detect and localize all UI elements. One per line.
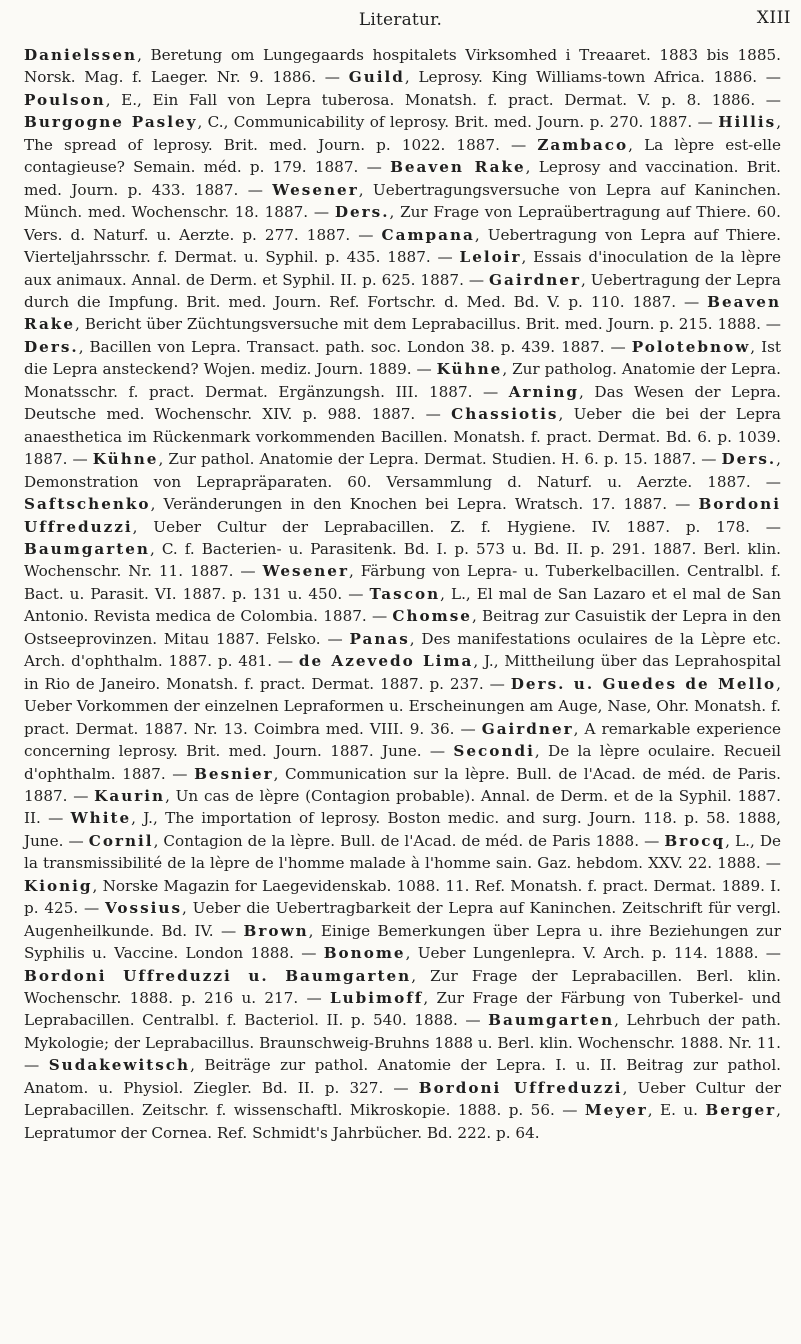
entry-author: Brown xyxy=(243,921,309,940)
entry-author: Brocq xyxy=(664,831,726,850)
entry-citation: , Ueber Vorkommen der einzelnen Lepraformen u. Erscheinungen am Auge, Nase, Ohr. Monatsh. f. pract. Dermat. 1887. Nr. 13. Coimbra med. VIII. 9. 36. — xyxy=(24,674,781,738)
bibliography-entry xyxy=(24,338,632,356)
entry-citation: , C. f. Bacterien- u. Parasitenk. Bd. I. p. 573 u. Bd. II. p. 291. 1887. Berl. klin. Wochenschr. Nr. 11. 1887. — xyxy=(24,539,781,581)
entry-citation: , A remarkable experience concerning leprosy. Brit. med. Journ. 1887. June. — xyxy=(24,719,781,761)
entry-author: Berger xyxy=(705,1101,777,1120)
entry-citation: , Ueber Lungenlepra. V. Arch. p. 114. 1888. — xyxy=(405,944,781,963)
entry-citation: , Leprosy. King Williams-town Africa. 1886. — xyxy=(404,68,781,87)
entry-citation: , E., Ein Fall von Lepra tuberosa. Monatsh. f. pract. Dermat. V. p. 8. 1886. — xyxy=(105,90,781,109)
entry-citation: , The spread of leprosy. Brit. med. Journ. p. 1022. 1887. — xyxy=(24,113,782,154)
entry-author: Wesener xyxy=(272,180,359,199)
entry-citation: , Beretung om Lungegaards hospitalets Virksomhed i Treaaret. 1883 bis 1885. Norsk. Mag. f. Laeger. Nr. 9. 1886. — xyxy=(24,46,781,87)
entry-author: Baumgarten xyxy=(488,1011,615,1030)
entry-author: Baumgarten xyxy=(24,539,150,558)
entry-author: Ders. xyxy=(24,337,79,356)
bibliography-entry xyxy=(349,68,781,86)
entry-citation: , Lepratumor der Cornea. Ref. Schmidt's Jahrbücher. Bd. 222. p. 64. xyxy=(24,1101,781,1142)
entry-citation: , Uebertragung von Lepra auf Thiere. Vierteljahrsschr. f. Dermat. u. Syphil. p. 435. 1887. — xyxy=(24,225,781,267)
entry-author: Ders. xyxy=(334,203,390,222)
entry-author: Zambaco xyxy=(537,135,629,154)
entry-author: Chassiotis xyxy=(451,405,559,424)
page-number: XIII xyxy=(756,8,791,28)
entry-citation: , Ueber Cultur der Leprabacillen. Zeitschr. f. wissenschaftl. Mikroskopie. 1888. p. 56. — xyxy=(24,1078,781,1120)
entry-author: Vossius xyxy=(105,899,182,918)
entry-citation: , Norske Magazin for Laegevidenskab. 1088. 11. Ref. Monatsh. f. pract. Dermat. 1889. I. p. 425. — xyxy=(24,876,781,918)
entry-citation: , Zur pathol. Anatomie der Lepra. Dermat. Studien. H. 6. p. 15. 1887. — xyxy=(158,450,722,469)
entry-author: Wesener xyxy=(262,562,349,581)
entry-citation: , Contagion de la lèpre. Bull. de l'Acad. de méd. de Paris 1888. — xyxy=(153,831,665,850)
entry-citation: , Ueber die Uebertragbarkeit der Lepra auf Kaninchen. Zeitschrift für vergl. Augenheilkunde. Bd. IV. — xyxy=(24,899,781,940)
entry-citation: , L., El mal de San Lazaro et el mal de San Antonio. Revista medica de Colombia. 1887. — xyxy=(24,584,781,626)
entry-author: Bonome xyxy=(323,944,406,963)
entry-author: White xyxy=(70,809,132,828)
entry-author: Guild xyxy=(348,68,405,87)
entry-citation: , Ueber Cultur der Leprabacillen. Z. f. Hygiene. IV. 1887. p. 178. — xyxy=(132,517,781,536)
entry-author: Chomse xyxy=(392,607,472,626)
entry-citation: , Einige Bemerkungen über Lepra u. ihre Beziehungen zur Syphilis u. Vaccine. London 1888. — xyxy=(24,921,782,963)
entry-author: Kaurin xyxy=(94,786,166,805)
bibliography-entry xyxy=(93,450,722,468)
entry-author: Leloir xyxy=(459,248,522,267)
entry-author: Panas xyxy=(349,629,410,648)
entry-citation: , Lehrbuch der path. Mykologie; der Leprabacillus. Braunschweig-Bruhns 1888 u. Berl. klin. Wochenschr. 1888. Nr. 11. — xyxy=(24,1011,781,1075)
entry-author: Secondi xyxy=(453,742,535,761)
entry-author: Poulson xyxy=(24,90,106,109)
entry-author: Kühne xyxy=(436,360,503,379)
entry-citation: , J., Mittheilung über das Leprahospital in Rio de Janeiro. Monatsh. f. pract. Dermat. 1887. p. 237. — xyxy=(24,652,781,693)
entry-author: Tascon xyxy=(369,584,441,603)
entry-citation: , Veränderungen in den Knochen bei Lepra. Wratsch. 17. 1887. — xyxy=(150,495,699,514)
entry-citation: , Un cas de lèpre (Contagion probable). Annal. de Derm. et de la Syphil. 1887. II. — xyxy=(24,786,781,828)
entry-citation: , Uebertragung der Lepra durch die Impfung. Brit. med. Journ. Ref. Fortschr. d. Med. Bd. V. p. 110. 1887. — xyxy=(24,270,781,311)
entry-citation: , Zur patholog. Anatomie der Lepra. Monatsschr. f. pract. Dermat. Ergänzungsh. III. 1887. — xyxy=(24,360,781,401)
entry-author: Beaven Rake xyxy=(24,292,781,334)
entry-author: Bordoni Uffreduzzi u. Baumgarten xyxy=(24,966,412,985)
entry-author: Gairdner xyxy=(481,719,574,738)
entry-author: Lubimoff xyxy=(329,989,424,1008)
entry-citation: , De la lèpre oculaire. Recueil d'ophthalm. 1887. — xyxy=(24,742,781,783)
entry-author: Sudakewitsch xyxy=(48,1056,191,1075)
entry-citation: , Das Wesen der Lepra. Deutsche med. Wochenschr. XIV. p. 988. 1887. — xyxy=(24,382,781,424)
entry-citation: , Zur Frage der Leprabacillen. Berl. klin. Wochenschr. 1888. p. 216 u. 217. — xyxy=(24,966,781,1008)
entry-author: Hillis xyxy=(718,113,777,132)
entry-author: Kühne xyxy=(92,450,159,469)
entry-citation: , Färbung von Lepra- u. Tuberkelbacillen. Centralbl. f. Bact. u. Parasit. VI. 1887. p. 131 u. 450. — xyxy=(24,562,781,603)
entry-author: Besnier xyxy=(194,764,274,783)
entry-author: Burgogne Pasley xyxy=(24,113,198,132)
entry-citation: , Leprosy and vaccination. Brit. med. Journ. p. 433. 1887. — xyxy=(24,158,781,199)
entry-citation: , J., The importation of leprosy. Boston medic. and surg. Journ. 118. p. 58. 1888, June. — xyxy=(24,809,782,850)
entry-citation: , Communication sur la lèpre. Bull. de l'Acad. de méd. de Paris. 1887. — xyxy=(24,764,781,805)
entry-citation: , Beiträge zur pathol. Anatomie der Lepra. I. u. II. Beitrag zur pathol. Anatom. u. Physiol. Ziegler. Bd. II. p. 327. — xyxy=(24,1056,782,1097)
entry-citation: , E. u. xyxy=(647,1101,706,1120)
entry-citation: , Ist die Lepra ansteckend? Wojen. mediz. Journ. 1889. — xyxy=(24,337,781,379)
entry-author: Ders. u. Guedes de Mello xyxy=(510,674,777,693)
entry-citation: , Uebertragungsversuche von Lepra auf Kaninchen. Münch. med. Wochenschr. 18. 1887. — xyxy=(24,180,781,222)
bibliography-entry xyxy=(89,832,665,850)
entry-author: Arning xyxy=(508,382,580,401)
entry-author: Gairdner xyxy=(489,270,581,289)
bibliography-entry xyxy=(24,113,718,131)
bibliography-entry xyxy=(324,944,781,962)
bibliography-entry xyxy=(24,495,698,513)
bibliography-entry xyxy=(585,1101,706,1119)
entry-author: Bordoni Uffreduzzi xyxy=(24,495,781,536)
entry-citation: , L., De la transmissibilité de la lèpre de l'homme malade à l'homme sain. Gaz. hebdom. XXV. 22. 1888. — xyxy=(24,831,781,873)
entry-author: de Azevedo Lima xyxy=(298,652,474,671)
entry-author: Danielssen xyxy=(24,46,138,64)
entry-author: Cornil xyxy=(88,831,154,850)
entry-citation: , Zur Frage der Färbung von Tuberkel- und Leprabacillen. Centralbl. f. Bacteriol. II. p. 540. 1888. — xyxy=(24,989,781,1030)
entry-author: Beaven Rake xyxy=(390,158,526,177)
entry-author: Saftschenko xyxy=(24,495,151,514)
entry-author: Polotebnow xyxy=(631,337,751,356)
bibliography-entry xyxy=(24,91,781,109)
entry-citation: , Demonstration von Leprapräparaten. 60. Versammlung d. Naturf. u. Aerzte. 1887. — xyxy=(24,450,781,491)
entry-citation: , C., Communicability of leprosy. Brit. med. Journ. p. 270. 1887. — xyxy=(197,113,719,132)
running-title: Literatur. xyxy=(358,10,443,30)
entry-citation: , Des manifestations oculaires de la Lèpre etc. Arch. d'ophthalm. 1887. p. 481. — xyxy=(24,629,782,671)
bibliography-text xyxy=(24,44,781,1144)
entry-citation: , Beitrag zur Casuistik der Lepra in den Ostseeprovinzen. Mitau 1887. Felsko. — xyxy=(24,607,781,648)
entry-citation: , La lèpre est-elle contagieuse? Semain. méd. p. 179. 1887. — xyxy=(24,135,781,177)
entry-author: Meyer xyxy=(584,1101,648,1120)
entry-citation: , Bericht über Züchtungsversuche mit dem Leprabacillus. Brit. med. Journ. p. 215. 1888. — xyxy=(75,315,781,334)
entry-author: Bordoni Uffreduzzi xyxy=(418,1078,623,1097)
entry-author: Campana xyxy=(381,225,475,244)
entry-citation: , Essais d'inoculation de la lèpre aux animaux. Annal. de Derm. et Syphil. II. p. 625. 1887. — xyxy=(24,248,781,289)
entry-author: Ders. xyxy=(721,450,777,469)
entry-author: Kionig xyxy=(24,876,93,895)
entry-citation: , Zur Frage von Lepraübertragung auf Thiere. 60. Vers. d. Naturf. u. Aerzte. p. 277. 1887. — xyxy=(24,203,782,244)
entry-citation: , Ueber die bei der Lepra anaesthetica im Rückenmark vorkommenden Bacillen. Monatsh. f. pract. Dermat. Bd. 6. p. 1039. 1887. — xyxy=(24,405,781,469)
entry-citation: , Bacillen von Lepra. Transact. path. soc. London 38. p. 439. 1887. — xyxy=(78,337,632,356)
